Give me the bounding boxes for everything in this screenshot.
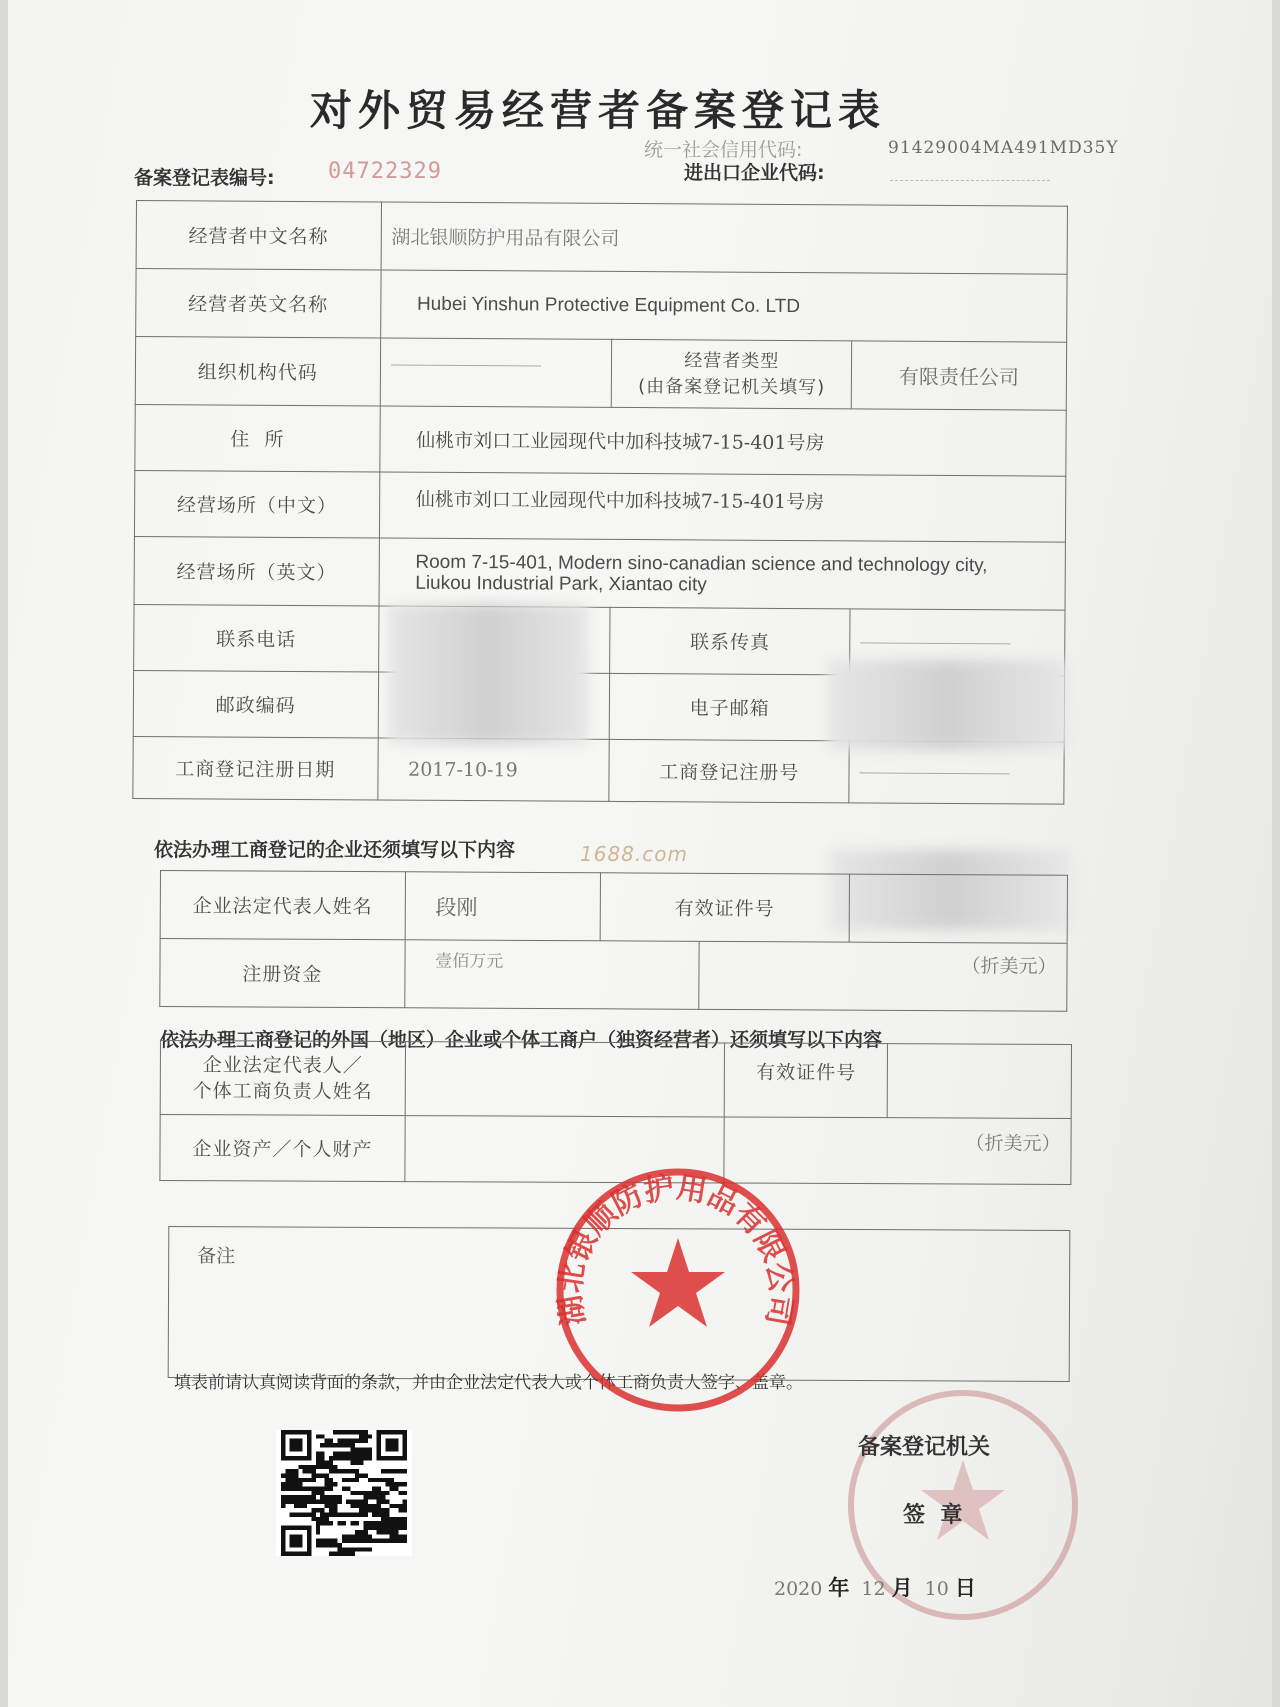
- reg-no-value: [849, 741, 1064, 804]
- biz-site-en-label: 经营场所（英文）: [134, 536, 379, 605]
- address-label: 住 所: [135, 404, 380, 471]
- remarks-label: 备注: [197, 1245, 236, 1268]
- org-code-label: 组织机构代码: [135, 337, 380, 406]
- operator-type-value: 有限责任公司: [851, 341, 1066, 410]
- biz-site-cn-label: 经营场所（中文）: [134, 470, 379, 537]
- operator-type-label-line1: 经营者类型: [684, 349, 780, 372]
- date-year-unit: 年: [828, 1576, 850, 1600]
- foreign-rep-label-line2: 个体工商负责人姓名: [192, 1079, 373, 1103]
- date-month-unit: 月: [891, 1576, 913, 1600]
- reg-date-value: 2017-10-19: [377, 738, 609, 801]
- agency-label: 备案登记机关: [858, 1435, 991, 1460]
- ie-code-blank: [890, 180, 1050, 181]
- section1-table: [159, 870, 1068, 1012]
- postcode-label: 邮政编码: [133, 670, 378, 737]
- org-code-blank-line: [391, 364, 541, 366]
- footer-note: 填表前请认真阅读背面的条款，并由企业法定代表人或个体工商负责人签字、盖章。: [174, 1373, 803, 1393]
- redacted-phone-postcode: [388, 604, 588, 744]
- row-capital: [160, 939, 1067, 1012]
- foreign-assets-usd: （折美元）: [724, 1117, 1071, 1185]
- id-no-label: 有效证件号: [600, 873, 850, 942]
- foreign-rep-label: [160, 1041, 405, 1116]
- serial-label: 备案登记表编号:: [134, 167, 275, 189]
- seal-company-text: 湖北银顺防护用品有限公司: [552, 1170, 799, 1329]
- redacted-email: [828, 660, 1068, 750]
- foreign-rep-label-line1: 企业法定代表人／: [202, 1053, 363, 1077]
- row-org-code: [135, 337, 1066, 411]
- ie-code-label: 进出口企业代码:: [684, 162, 825, 184]
- reg-no-label: 工商登记注册号: [609, 739, 849, 802]
- biz-site-en-line2: Liukou Industrial Park, Xiantao city: [415, 572, 707, 595]
- row-cn-name: [136, 201, 1067, 275]
- address-value: 仙桃市刘口工业园现代中加科技城7-15-401号房: [379, 406, 1066, 476]
- cn-name-label: 经营者中文名称: [136, 201, 381, 270]
- en-name-label: 经营者英文名称: [136, 269, 381, 338]
- date-year: 2020: [774, 1578, 823, 1600]
- foreign-rep-value: [405, 1042, 725, 1117]
- reg-no-blank-line: [860, 772, 1010, 774]
- operator-type-label-line2: (由备案登记机关填写): [638, 375, 826, 398]
- operator-type-label: [612, 339, 852, 408]
- section2-note: 依法办理工商登记的外国（地区）企业或个体工商户（独资经营者）还须填写以下内容: [160, 1029, 883, 1051]
- watermark-text: 1688.com: [580, 842, 688, 866]
- company-seal: [548, 1160, 808, 1420]
- serial-value: 04722329: [328, 159, 442, 184]
- biz-site-en-line1: Room 7-15-401, Modern sino-canadian science and technology city,: [415, 551, 988, 576]
- seal-star-icon: [631, 1238, 725, 1327]
- biz-site-en-value: [379, 538, 1066, 610]
- sign-label: 签 章: [903, 1503, 963, 1528]
- row-address: [135, 404, 1066, 476]
- email-label: 电子邮箱: [610, 673, 850, 740]
- en-name-value: Hubei Yinshun Protective Equipment Co. LTD: [380, 270, 1067, 342]
- capital-value: 壹佰万元: [405, 940, 700, 1010]
- document-title: 对外贸易经营者备案登记表: [309, 86, 886, 135]
- legal-rep-label: 企业法定代表人姓名: [160, 871, 405, 940]
- credit-code-value: 91429004MA491MD35Y: [888, 138, 1119, 158]
- date-day: 10: [924, 1578, 949, 1600]
- org-code-value: [380, 338, 612, 407]
- row-en-name: [136, 269, 1067, 343]
- biz-site-cn-value: 仙桃市刘口工业园现代中加科技城7-15-401号房: [379, 472, 1066, 542]
- legal-rep-value: 段刚: [405, 872, 600, 941]
- section1-note: 依法办理工商登记的企业还须填写以下内容: [154, 839, 516, 861]
- row-biz-site-en: [134, 536, 1065, 610]
- reg-date-label: 工商登记注册日期: [133, 736, 378, 799]
- capital-label: 注册资金: [160, 939, 405, 1008]
- qr-code-icon: [276, 1430, 412, 1556]
- foreign-id-value: [887, 1044, 1071, 1119]
- row-foreign-rep: [160, 1041, 1071, 1119]
- document-page: [8, 0, 1272, 1707]
- cn-name-value: 湖北银顺防护用品有限公司: [381, 202, 1068, 274]
- foreign-id-label: 有效证件号: [725, 1043, 888, 1118]
- capital-usd: （折美元）: [699, 941, 1067, 1011]
- row-biz-site-cn: [134, 470, 1065, 542]
- fax-label: 联系传真: [610, 607, 850, 674]
- fax-blank-line: [860, 642, 1010, 644]
- foreign-assets-label: 企业资产／个人财产: [160, 1115, 405, 1182]
- row-legal-rep: [160, 871, 1067, 944]
- credit-code-label: 统一社会信用代码:: [644, 139, 803, 161]
- date-day-unit: 日: [954, 1576, 976, 1600]
- id-no-value: [849, 874, 1067, 943]
- date-month: 12: [861, 1578, 886, 1600]
- phone-label: 联系电话: [134, 604, 379, 671]
- signing-date: [774, 1572, 982, 1602]
